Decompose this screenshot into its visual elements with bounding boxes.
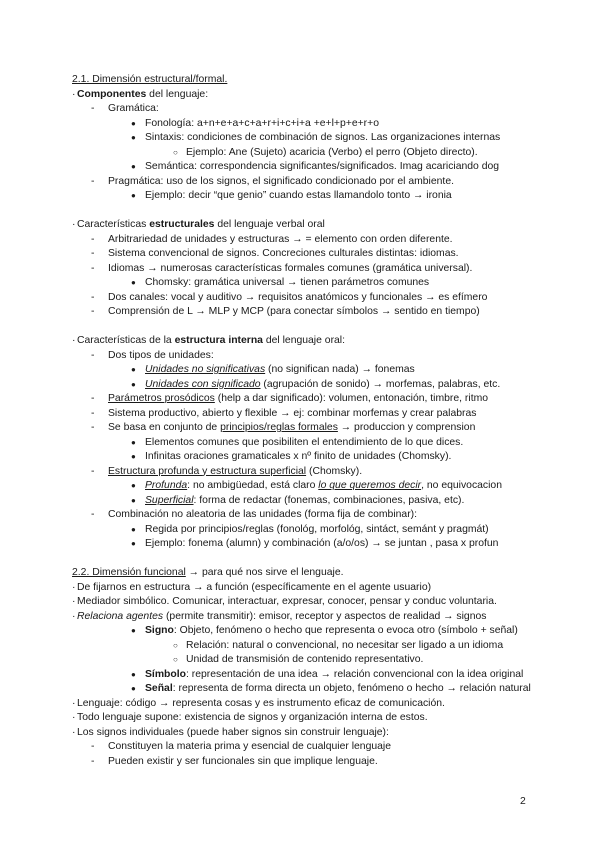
- text-segment: : no ambigüedad, está claro: [187, 480, 319, 491]
- text-segment: Sistema productivo, abierto y flexible → ej: combinar morfemas y crear palabras: [108, 407, 477, 419]
- blank-line: [72, 552, 542, 567]
- dash-marker-icon: -: [91, 262, 95, 274]
- bullet-icon: ●: [131, 278, 136, 287]
- text-segment: Unidad de transmisión de contenido representativo.: [186, 654, 424, 665]
- text-segment: Comprensión de L → MLP y MCP (para conectar símbolos → sentido en tiempo): [108, 306, 480, 317]
- text-line: [72, 189, 542, 204]
- text-segment: Elementos comunes que posibiliten el entendimiento de lo que dices.: [145, 436, 464, 448]
- text-segment: : Objeto, fenómeno o hecho que representa o evoca otro (símbolo + señal): [173, 625, 518, 636]
- underlined-text: Parámetros prosódicos: [108, 393, 215, 404]
- text-segment: (no significan nada) → fonemas: [265, 364, 415, 375]
- underlined-text: Unidades no significativas: [145, 364, 266, 375]
- underlined-text: Estructura profunda y estructura superficial: [108, 465, 307, 477]
- text-line: [72, 407, 542, 422]
- text-line: [72, 624, 542, 639]
- dash-marker-icon: -: [91, 407, 95, 419]
- bullet-icon: ●: [131, 481, 136, 490]
- text-segment: : forma de redactar (fonemas, combinaciones, pasiva, etc).: [193, 494, 465, 506]
- text-line: [72, 494, 542, 509]
- text-segment: Dos tipos de unidades:: [108, 349, 214, 361]
- dash-marker-icon: -: [91, 393, 95, 404]
- text-segment: Constituyen la materia prima y esencial de cualquier lenguaje: [108, 741, 392, 752]
- bullet-icon: ●: [131, 452, 136, 461]
- text-segment: → produccion y comprension: [337, 422, 476, 433]
- dash-marker-icon: -: [91, 175, 95, 187]
- italic-text: Relaciona agentes: [77, 610, 164, 622]
- text-line: [72, 160, 542, 175]
- dash-marker-icon: -: [91, 422, 95, 433]
- dot-marker-icon: ·: [72, 697, 76, 709]
- text-line: [72, 73, 542, 88]
- bold-term: estructurales: [149, 219, 215, 230]
- text-line: [72, 88, 542, 103]
- page-number: 2: [520, 796, 526, 807]
- text-segment: Sistema convencional de signos. Concreciones culturales distintas: idiomas.: [108, 248, 459, 259]
- text-segment: Infinitas oraciones gramaticales x nº finito de unidades (Chomsky).: [145, 451, 452, 462]
- circle-bullet-icon: ○: [173, 655, 178, 664]
- bold-term: estructura interna: [174, 335, 263, 346]
- text-line: [72, 334, 542, 349]
- bullet-icon: ●: [131, 495, 136, 505]
- bullet-icon: ●: [131, 524, 136, 534]
- text-segment: Relación: natural o convencional, no necesitar ser ligado a un idioma: [186, 639, 504, 651]
- bold-term: Componentes: [77, 88, 147, 100]
- text-line: [72, 668, 542, 683]
- text-segment: Características: [77, 219, 150, 230]
- text-line: [72, 146, 542, 161]
- text-segment: Los signos individuales (puede haber signos sin construir lenguaje):: [77, 726, 389, 738]
- text-line: [72, 291, 542, 306]
- dot-marker-icon: ·: [72, 726, 76, 738]
- bullet-icon: ●: [131, 365, 136, 374]
- underlined-text: 2.1. Dimensión estructural/formal.: [72, 74, 228, 85]
- dash-marker-icon: -: [91, 755, 95, 767]
- blank-line: [72, 204, 542, 219]
- underlined-text: principios/reglas formales: [220, 422, 338, 433]
- dash-marker-icon: -: [91, 248, 95, 259]
- text-line: [72, 233, 542, 248]
- text-line: [72, 465, 542, 480]
- text-segment: Chomsky: gramática universal → tienen parámetros comunes: [145, 277, 430, 288]
- text-segment: Todo lenguaje supone: existencia de signos y organización interna de estos.: [77, 712, 428, 723]
- text-line: [72, 566, 542, 581]
- bold-term: Signo: [145, 625, 174, 636]
- underlined-text: Unidades con significado: [145, 378, 261, 390]
- text-line: [72, 653, 542, 668]
- text-line: [72, 508, 542, 523]
- bold-term: Símbolo: [145, 668, 186, 680]
- blank-line: [72, 320, 542, 335]
- bullet-icon: ●: [131, 437, 136, 447]
- text-line: [72, 581, 542, 596]
- text-segment: Lenguaje: código → representa cosas y es instrumento eficaz de comunicación.: [77, 697, 445, 709]
- text-line: [72, 363, 542, 378]
- document-body: [72, 73, 542, 769]
- text-segment: De fijarnos en estructura → a función (específicamente en el agente usuario): [77, 581, 432, 593]
- dash-marker-icon: -: [91, 291, 95, 303]
- bullet-icon: ●: [131, 133, 136, 142]
- dash-marker-icon: -: [91, 103, 95, 114]
- text-line: [72, 378, 542, 393]
- text-segment: : representación de una idea → relación convencional con la idea original: [185, 668, 524, 680]
- text-line: [72, 117, 542, 132]
- text-segment: Semántica: correspondencia significantes/significados. Imag acariciando dog: [145, 161, 500, 172]
- text-segment: Características de la: [77, 335, 175, 346]
- text-line: [72, 102, 542, 117]
- text-line: [72, 711, 542, 726]
- text-segment: (help a dar significado): volumen, entonación, timbre, ritmo: [214, 393, 489, 404]
- text-segment: , no equivocacion: [421, 480, 502, 491]
- text-segment: Sintaxis: condiciones de combinación de signos. Las organizaciones internas: [145, 132, 501, 143]
- text-line: [72, 305, 542, 320]
- text-segment: Pragmática: uso de los signos, el significado condicionado por el ambiente.: [108, 175, 454, 187]
- text-line: [72, 595, 542, 610]
- bold-term: Señal: [145, 683, 173, 694]
- bullet-icon: ●: [131, 379, 136, 389]
- text-segment: del lenguaje verbal oral: [214, 219, 325, 230]
- bullet-icon: ●: [131, 684, 136, 693]
- underlined-text: 2.2. Dimensión funcional: [72, 567, 186, 578]
- text-segment: (Chomsky).: [306, 465, 363, 477]
- bullet-icon: ●: [131, 162, 136, 171]
- text-segment: Ejemplo: decir “que genio” cuando estas llamandolo tonto → ironia: [145, 190, 452, 201]
- text-line: [72, 175, 542, 190]
- text-line: [72, 479, 542, 494]
- dash-marker-icon: -: [91, 306, 95, 317]
- text-line: [72, 682, 542, 697]
- text-segment: Combinación no aleatoria de las unidades (forma fija de combinar):: [108, 509, 417, 520]
- text-segment: Arbitrariedad de unidades y estructuras → = elemento con orden diferente.: [108, 233, 453, 245]
- text-line: [72, 421, 542, 436]
- dot-marker-icon: ·: [72, 581, 76, 593]
- text-segment: → para qué nos sirve el lenguaje.: [185, 567, 344, 578]
- text-line: [72, 218, 542, 233]
- text-segment: : representa de forma directa un objeto, fenómeno o hecho → relación natural: [172, 683, 531, 694]
- dot-marker-icon: ·: [72, 219, 76, 230]
- text-segment: Ejemplo: fonema (alumn) y combinación (a/o/os) → se juntan , pasa x profun: [145, 538, 499, 549]
- text-line: [72, 610, 542, 625]
- text-line: [72, 349, 542, 364]
- text-line: [72, 131, 542, 146]
- text-line: [72, 740, 542, 755]
- text-segment: Mediador simbólico. Comunicar, interactuar, expresar, conocer, pensar y conduc voluntaria.: [77, 596, 497, 607]
- dash-marker-icon: -: [91, 465, 95, 477]
- text-segment: Fonología: a+n+e+a+c+a+r+i+c+i+a +e+l+p+e+r+o: [145, 117, 379, 129]
- text-segment: del lenguaje oral:: [262, 335, 345, 346]
- dot-marker-icon: ·: [72, 88, 76, 100]
- text-line: [72, 450, 542, 465]
- text-line: [72, 436, 542, 451]
- circle-bullet-icon: ○: [173, 640, 178, 650]
- text-line: [72, 537, 542, 552]
- text-line: [72, 392, 542, 407]
- text-line: [72, 523, 542, 538]
- bullet-icon: ●: [131, 626, 136, 635]
- dash-marker-icon: -: [91, 741, 95, 752]
- text-line: [72, 697, 542, 712]
- text-segment: Pueden existir y ser funcionales sin que implique lenguaje.: [108, 755, 378, 767]
- underlined-text: Superficial: [145, 494, 194, 506]
- text-segment: (permite transmitir): emisor, receptor y aspectos de realidad → signos: [163, 610, 487, 622]
- text-line: [72, 726, 542, 741]
- text-segment: Idiomas → numerosas características formales comunes (gramática universal).: [108, 262, 473, 274]
- text-line: [72, 276, 542, 291]
- text-segment: Se basa en conjunto de: [108, 422, 221, 433]
- bullet-icon: ●: [131, 539, 136, 548]
- circle-bullet-icon: ○: [173, 147, 178, 157]
- dot-marker-icon: ·: [72, 596, 76, 607]
- text-line: [72, 247, 542, 262]
- text-segment: (agrupación de sonido) → morfemas, palabras, etc.: [260, 378, 501, 390]
- text-line: [72, 755, 542, 770]
- bullet-icon: ●: [131, 191, 136, 200]
- underlined-text: Profunda: [145, 480, 188, 491]
- text-line: [72, 262, 542, 277]
- text-segment: Regida por principios/reglas (fonológ, morfológ, sintáct, semánt y pragmát): [145, 523, 489, 535]
- text-segment: Dos canales: vocal y auditivo → requisitos anatómicos y funcionales → es efímero: [108, 291, 488, 303]
- text-segment: del lenguaje:: [146, 88, 209, 100]
- dash-marker-icon: -: [91, 509, 95, 520]
- bullet-icon: ●: [131, 669, 136, 679]
- underlined-text: lo que queremos decir: [318, 480, 422, 491]
- text-segment: Ejemplo: Ane (Sujeto) acaricia (Verbo) el perro (Objeto directo).: [186, 146, 478, 158]
- dash-marker-icon: -: [91, 233, 95, 245]
- text-line: [72, 639, 542, 654]
- dash-marker-icon: -: [91, 349, 95, 361]
- dot-marker-icon: ·: [72, 335, 76, 346]
- text-segment: Gramática:: [108, 103, 159, 114]
- bullet-icon: ●: [131, 118, 136, 128]
- dot-marker-icon: ·: [72, 712, 76, 723]
- dot-marker-icon: ·: [72, 610, 76, 622]
